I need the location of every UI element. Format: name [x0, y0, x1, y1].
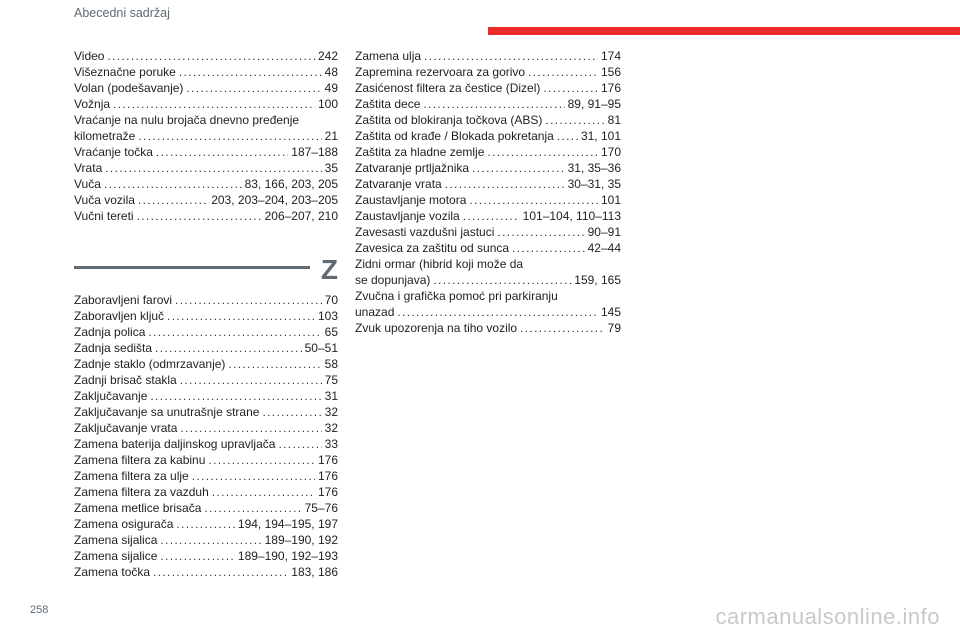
- index-entry-pages: 75–76: [304, 501, 338, 515]
- leader-dots: [445, 176, 565, 192]
- leader-dots: [204, 500, 301, 516]
- index-entry: [74, 516, 338, 532]
- index-entry-pages: 101–104, 110–113: [522, 209, 621, 223]
- index-entry: [355, 224, 621, 240]
- leader-dots: [212, 484, 315, 500]
- index-entry-pages: 33: [324, 437, 338, 451]
- leader-dots: [167, 308, 315, 324]
- leader-dots: [228, 356, 321, 372]
- index-entry-pages: 65: [324, 325, 338, 339]
- index-entry: [355, 48, 621, 64]
- index-entry: [74, 144, 338, 160]
- index-entry: [74, 404, 338, 420]
- index-entry-label: Zadnja sedišta: [74, 341, 153, 355]
- index-entry-pages: 42–44: [587, 241, 621, 255]
- index-entry: [74, 192, 338, 208]
- index-entry-pages: 79: [607, 321, 621, 335]
- index-entry-label: Zavesica za zaštitu od sunca: [355, 241, 510, 255]
- index-entry-pages: 32: [324, 405, 338, 419]
- leader-dots: [179, 64, 322, 80]
- index-entry-label: Zadnje staklo (odmrzavanje): [74, 357, 226, 371]
- index-entry-pages: 49: [324, 81, 338, 95]
- index-entry: [355, 64, 621, 80]
- index-entry-pages: 83, 166, 203, 205: [244, 177, 338, 191]
- index-entry-pages: 75: [324, 373, 338, 387]
- index-entry-pages: 242: [317, 49, 338, 63]
- index-entry: [74, 324, 338, 340]
- leader-dots: [424, 48, 598, 64]
- leader-dots: [104, 176, 242, 192]
- index-entry: [355, 192, 621, 208]
- leader-dots: [469, 192, 598, 208]
- index-entry-pages: 100: [317, 97, 338, 111]
- index-entry: [355, 240, 621, 256]
- index-entry-pages: 89, 91–95: [567, 97, 621, 111]
- leader-dots: [160, 532, 261, 548]
- section-letter: Z: [320, 254, 338, 285]
- index-entry-pages: 30–31, 35: [567, 177, 621, 191]
- leader-dots: [150, 388, 321, 404]
- index-entry-label: Višeznačne poruke: [74, 65, 176, 79]
- leader-dots: [192, 468, 315, 484]
- index-entry-label: Zaustavljanje motora: [355, 193, 467, 207]
- index-entry-label: Vuča: [74, 177, 101, 191]
- index-entry: [74, 420, 338, 436]
- index-entry: [355, 208, 621, 224]
- leader-dots: [262, 404, 321, 420]
- index-entry: [74, 452, 338, 468]
- index-entry: [74, 128, 338, 144]
- index-entry-label: Vrata: [74, 161, 103, 175]
- index-entry: [355, 112, 621, 128]
- index-entry-label: unazad: [355, 305, 395, 319]
- index-entry: [74, 484, 338, 500]
- index-entry-pages: 32: [324, 421, 338, 435]
- leader-dots: [463, 208, 520, 224]
- index-entry-label: Zaključavanje: [74, 389, 148, 403]
- index-entry-label: Zamena filtera za kabinu: [74, 453, 206, 467]
- index-entry-pages: 176: [317, 453, 338, 467]
- index-entry-label: Zamena filtera za vazduh: [74, 485, 209, 499]
- index-entry-pages: 48: [324, 65, 338, 79]
- index-entry-label: Zadnja polica: [74, 325, 146, 339]
- index-entry-label: se dopunjava): [355, 273, 431, 287]
- index-entry-label: Zaključavanje vrata: [74, 421, 178, 435]
- index-entry: [74, 160, 338, 176]
- index-entry-label-line: Zidni ormar (hibrid koji može da: [355, 257, 524, 271]
- index-entry-label: Zvuk upozorenja na tiho vozilo: [355, 321, 518, 335]
- index-entry-label: Zamena baterija daljinskog upravljača: [74, 437, 276, 451]
- index-entry-pages: 174: [600, 49, 621, 63]
- leader-dots: [105, 160, 321, 176]
- section-divider-line: [74, 266, 310, 269]
- index-entry-label: Zatvaranje prtljažnika: [355, 161, 470, 175]
- leader-dots: [180, 420, 321, 436]
- index-entry-pages: 31: [324, 389, 338, 403]
- index-entry-pages: 103: [317, 309, 338, 323]
- index-entry: [74, 436, 338, 452]
- leader-dots: [113, 96, 315, 112]
- index-entry-label-line: Vraćanje na nulu brojača dnevno pređenje: [74, 113, 300, 127]
- index-entry-pages: 156: [600, 65, 621, 79]
- leader-dots: [138, 192, 208, 208]
- index-entry-label: Zamena osigurača: [74, 517, 174, 531]
- index-entry-pages: 187–188: [291, 145, 338, 159]
- leader-dots: [278, 436, 321, 452]
- index-entry-label: Zadnji brisač stakla: [74, 373, 177, 387]
- page-number: 258: [30, 604, 49, 616]
- index-entry-label: Zamena sijalica: [74, 533, 158, 547]
- index-entry: [74, 48, 338, 64]
- index-entry: [355, 320, 621, 336]
- index-entry-label: Vučni tereti: [74, 209, 134, 223]
- leader-dots: [153, 564, 288, 580]
- index-entry-label: Zaštita od krađe / Blokada pokretanja: [355, 129, 554, 143]
- leader-dots: [433, 272, 571, 288]
- section-header-title: Abecedni sadržaj: [74, 6, 170, 20]
- leader-dots: [176, 516, 235, 532]
- index-entry-label: Zamena metlice brisača: [74, 501, 202, 515]
- header-accent-bar: [488, 27, 960, 35]
- index-entry-pages: 189–190, 192: [264, 533, 338, 547]
- index-entry-pages: 81: [607, 113, 621, 127]
- leader-dots: [423, 96, 564, 112]
- index-entry-pages: 101: [600, 193, 621, 207]
- leader-dots: [148, 324, 321, 340]
- leader-dots: [155, 340, 302, 356]
- index-entry-label-line: Zvučna i grafička pomoć pri parkiranju: [355, 289, 558, 303]
- index-entry: [355, 160, 621, 176]
- leader-dots: [528, 64, 598, 80]
- index-entry: [74, 372, 338, 388]
- index-entry-pages: 183, 186: [291, 565, 338, 579]
- leader-dots: [208, 452, 315, 468]
- index-entry: [74, 468, 338, 484]
- watermark-text: carmanualsonline.info: [715, 604, 940, 629]
- index-entry: [74, 176, 338, 192]
- index-column-left-top: [74, 48, 338, 224]
- leader-dots: [180, 372, 322, 388]
- index-column-right: [355, 48, 621, 336]
- index-entry: [355, 272, 621, 288]
- index-entry: [74, 564, 338, 580]
- index-entry-pages: 189–190, 192–193: [237, 549, 338, 563]
- index-entry: [74, 64, 338, 80]
- leader-dots: [520, 320, 605, 336]
- leader-dots: [512, 240, 585, 256]
- index-entry-pages: 206–207, 210: [264, 209, 338, 223]
- index-entry-label: Zapremina rezervoara za gorivo: [355, 65, 526, 79]
- index-entry-pages: 70: [324, 293, 338, 307]
- index-entry-label: Zaključavanje sa unutrašnje strane: [74, 405, 260, 419]
- index-entry: [355, 176, 621, 192]
- index-entry-pages: 176: [317, 469, 338, 483]
- index-entry: [355, 96, 621, 112]
- leader-dots: [472, 160, 565, 176]
- index-entry-pages: 58: [324, 357, 338, 371]
- index-entry-label: Video: [74, 49, 105, 63]
- index-entry-pages: 21: [324, 129, 338, 143]
- section-letter-heading: [74, 256, 338, 286]
- leader-dots: [156, 144, 288, 160]
- index-entry: [74, 548, 338, 564]
- index-entry-pages: 90–91: [587, 225, 621, 239]
- index-entry: [355, 144, 621, 160]
- index-entry: [355, 304, 621, 320]
- index-entry: [74, 80, 338, 96]
- index-entry-label: Zasićenost filtera za čestice (Dizel): [355, 81, 541, 95]
- index-entry-label: Zaštita od blokiranja točkova (ABS): [355, 113, 543, 127]
- index-entry-pages: 194, 194–195, 197: [237, 517, 338, 531]
- index-entry: [74, 356, 338, 372]
- index-entry-label: Zatvaranje vrata: [355, 177, 442, 191]
- leader-dots: [545, 112, 604, 128]
- index-entry-label: Zaštita dece: [355, 97, 421, 111]
- index-entry: [74, 96, 338, 112]
- leader-dots: [107, 48, 314, 64]
- index-entry: [355, 128, 621, 144]
- leader-dots: [557, 128, 578, 144]
- leader-dots: [186, 80, 321, 96]
- index-entry: [74, 388, 338, 404]
- index-entry-label: kilometraže: [74, 129, 136, 143]
- index-entry: [355, 80, 621, 96]
- index-entry-pages: 31, 35–36: [567, 161, 621, 175]
- index-entry-pages: 176: [317, 485, 338, 499]
- index-entry-pages: 159, 165: [574, 273, 621, 287]
- index-entry: [74, 308, 338, 324]
- leader-dots: [543, 80, 598, 96]
- leader-dots: [497, 224, 584, 240]
- leader-dots: [175, 292, 322, 308]
- index-entry-label: Zaštita za hladne zemlje: [355, 145, 485, 159]
- index-entry-label: Vraćanje točka: [74, 145, 153, 159]
- index-entry-label: Vožnja: [74, 97, 111, 111]
- index-entry: [74, 208, 338, 224]
- index-entry-label: Volan (podešavanje): [74, 81, 184, 95]
- index-entry-label: Zaboravljeni farovi: [74, 293, 173, 307]
- index-entry-pages: 35: [324, 161, 338, 175]
- index-column-left-z: [74, 292, 338, 580]
- index-entry-label: Vuča vozila: [74, 193, 135, 207]
- index-entry-pages: 176: [600, 81, 621, 95]
- index-entry: [74, 532, 338, 548]
- leader-dots: [137, 208, 262, 224]
- index-entry-label: Zaustavljanje vozila: [355, 209, 460, 223]
- index-entry-label: Zamena sijalice: [74, 549, 158, 563]
- index-entry-label: Zamena ulja: [355, 49, 422, 63]
- leader-dots: [160, 548, 235, 564]
- index-entry-pages: 170: [600, 145, 621, 159]
- leader-dots: [397, 304, 598, 320]
- index-entry-label: Zamena točka: [74, 565, 151, 579]
- index-entry-label: Zavesasti vazdušni jastuci: [355, 225, 495, 239]
- index-entry: [74, 292, 338, 308]
- index-entry-pages: 31, 101: [580, 129, 621, 143]
- index-entry-pages: 145: [600, 305, 621, 319]
- index-entry-pages: 50–51: [304, 341, 338, 355]
- index-entry-pages: 203, 203–204, 203–205: [211, 193, 338, 207]
- index-entry-label: Zamena filtera za ulje: [74, 469, 189, 483]
- index-entry-label: Zaboravljen ključ: [74, 309, 165, 323]
- leader-dots: [138, 128, 321, 144]
- index-entry: [74, 340, 338, 356]
- leader-dots: [487, 144, 598, 160]
- index-entry: [74, 500, 338, 516]
